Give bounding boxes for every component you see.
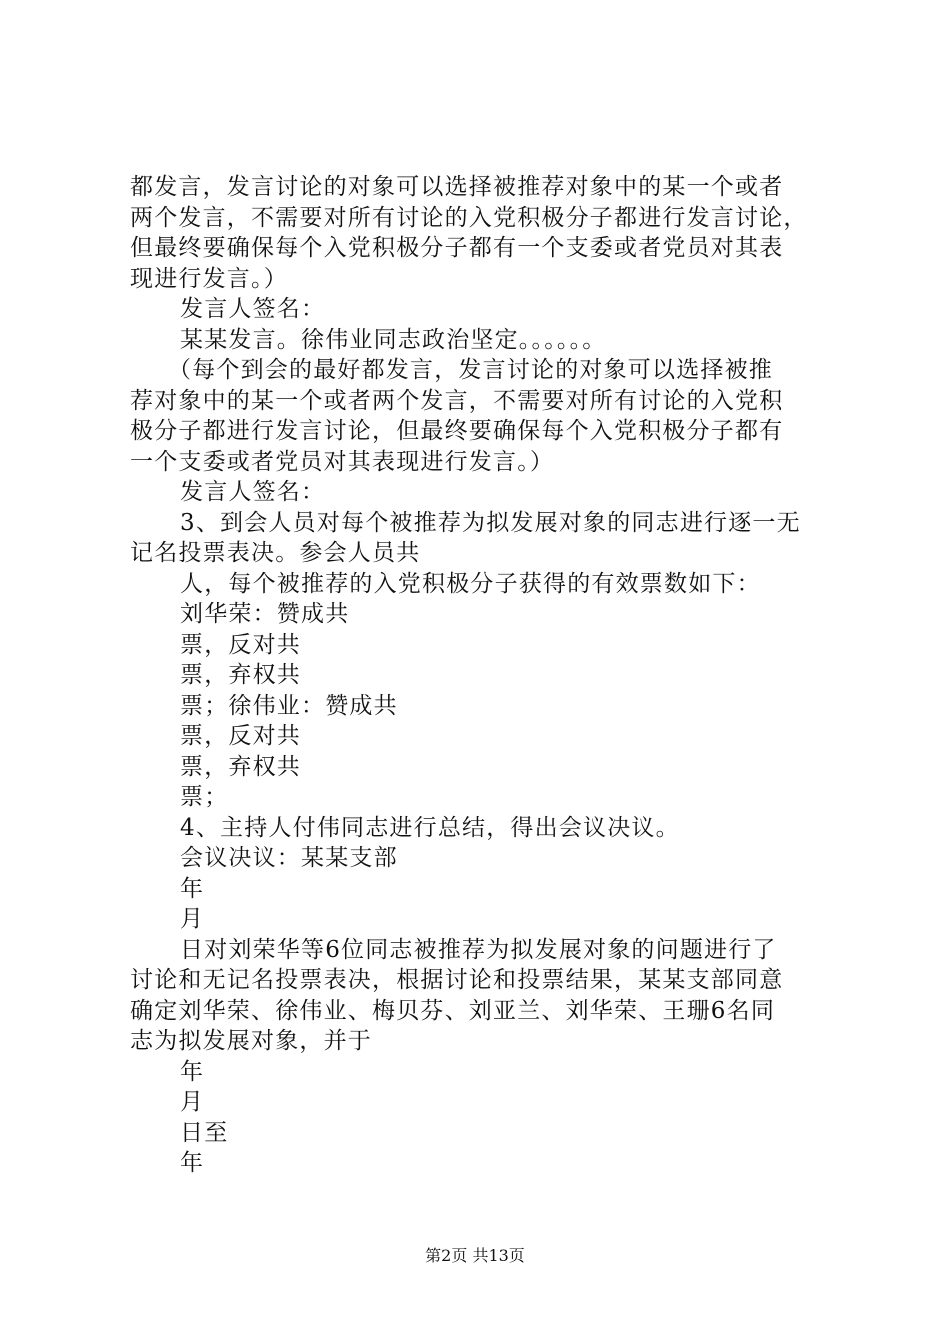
text-line: 4、主持人付伟同志进行总结，得出会议决议。 — [180, 814, 680, 841]
text-line: 一个支委或者党员对其表现进行发言。） — [130, 448, 555, 475]
text-line: 月 — [180, 906, 205, 932]
text-line: 刘华荣：赞成共 — [180, 601, 350, 627]
text-line: 志为拟发展对象，并于 — [130, 1028, 372, 1054]
text-line: 日至 — [180, 1119, 229, 1146]
text-line: 发言人签名： — [180, 479, 326, 505]
text-line: 发言人签名： — [180, 296, 326, 322]
text-line: 日对刘荣华等6位同志被推荐为拟发展对象的问题进行了 — [180, 936, 777, 963]
text-line: 极分子都进行发言讨论，但最终要确保每个入党积极分子都有 — [130, 418, 784, 444]
document-body — [130, 172, 835, 1179]
text-line: 但最终要确保每个入党积极分子都有一个支委或者党员对其表 — [130, 235, 784, 261]
text-line: 现进行发言。） — [130, 265, 288, 292]
text-line: 年 — [180, 1150, 205, 1176]
text-line: 票，反对共 — [180, 723, 301, 749]
text-line: 月 — [180, 1089, 205, 1115]
text-line: 年 — [180, 875, 205, 902]
text-line: 票，弃权共 — [180, 662, 301, 688]
text-line: 记名投票表决。参会人员共 — [130, 540, 421, 566]
text-line: 确定刘华荣、徐伟业、梅贝芬、刘亚兰、刘华荣、王珊6名同 — [130, 997, 776, 1024]
text-line: 票，弃权共 — [180, 753, 301, 780]
text-line: 3、到会人员对每个被推荐为拟发展对象的同志进行逐一无 — [180, 509, 801, 536]
text-line: 年 — [180, 1058, 205, 1085]
text-line: 票；徐伟业：赞成共 — [180, 692, 398, 719]
text-line: 人，每个被推荐的入党积极分子获得的有效票数如下： — [180, 570, 761, 597]
text-line: 票； — [180, 784, 229, 810]
text-line: 讨论和无记名投票表决，根据讨论和投票结果，某某支部同意 — [130, 967, 784, 993]
text-line: 某某发言。徐伟业同志政治坚定。。。。。。 — [180, 326, 607, 353]
text-line: 荐对象中的某一个或者两个发言，不需要对所有讨论的入党积 — [130, 387, 784, 414]
page-footer: 第2页 共13页 — [425, 1246, 525, 1265]
text-line: 两个发言，不需要对所有讨论的入党积极分子都进行发言讨论， — [130, 204, 808, 231]
text-line: 会议决议：某某支部 — [180, 845, 398, 871]
text-line: （每个到会的最好都发言，发言讨论的对象可以选择被推 — [168, 357, 773, 383]
text-line: 都发言，发言讨论的对象可以选择被推荐对象中的某一个或者 — [130, 174, 784, 200]
text-line: 票，反对共 — [180, 631, 301, 658]
